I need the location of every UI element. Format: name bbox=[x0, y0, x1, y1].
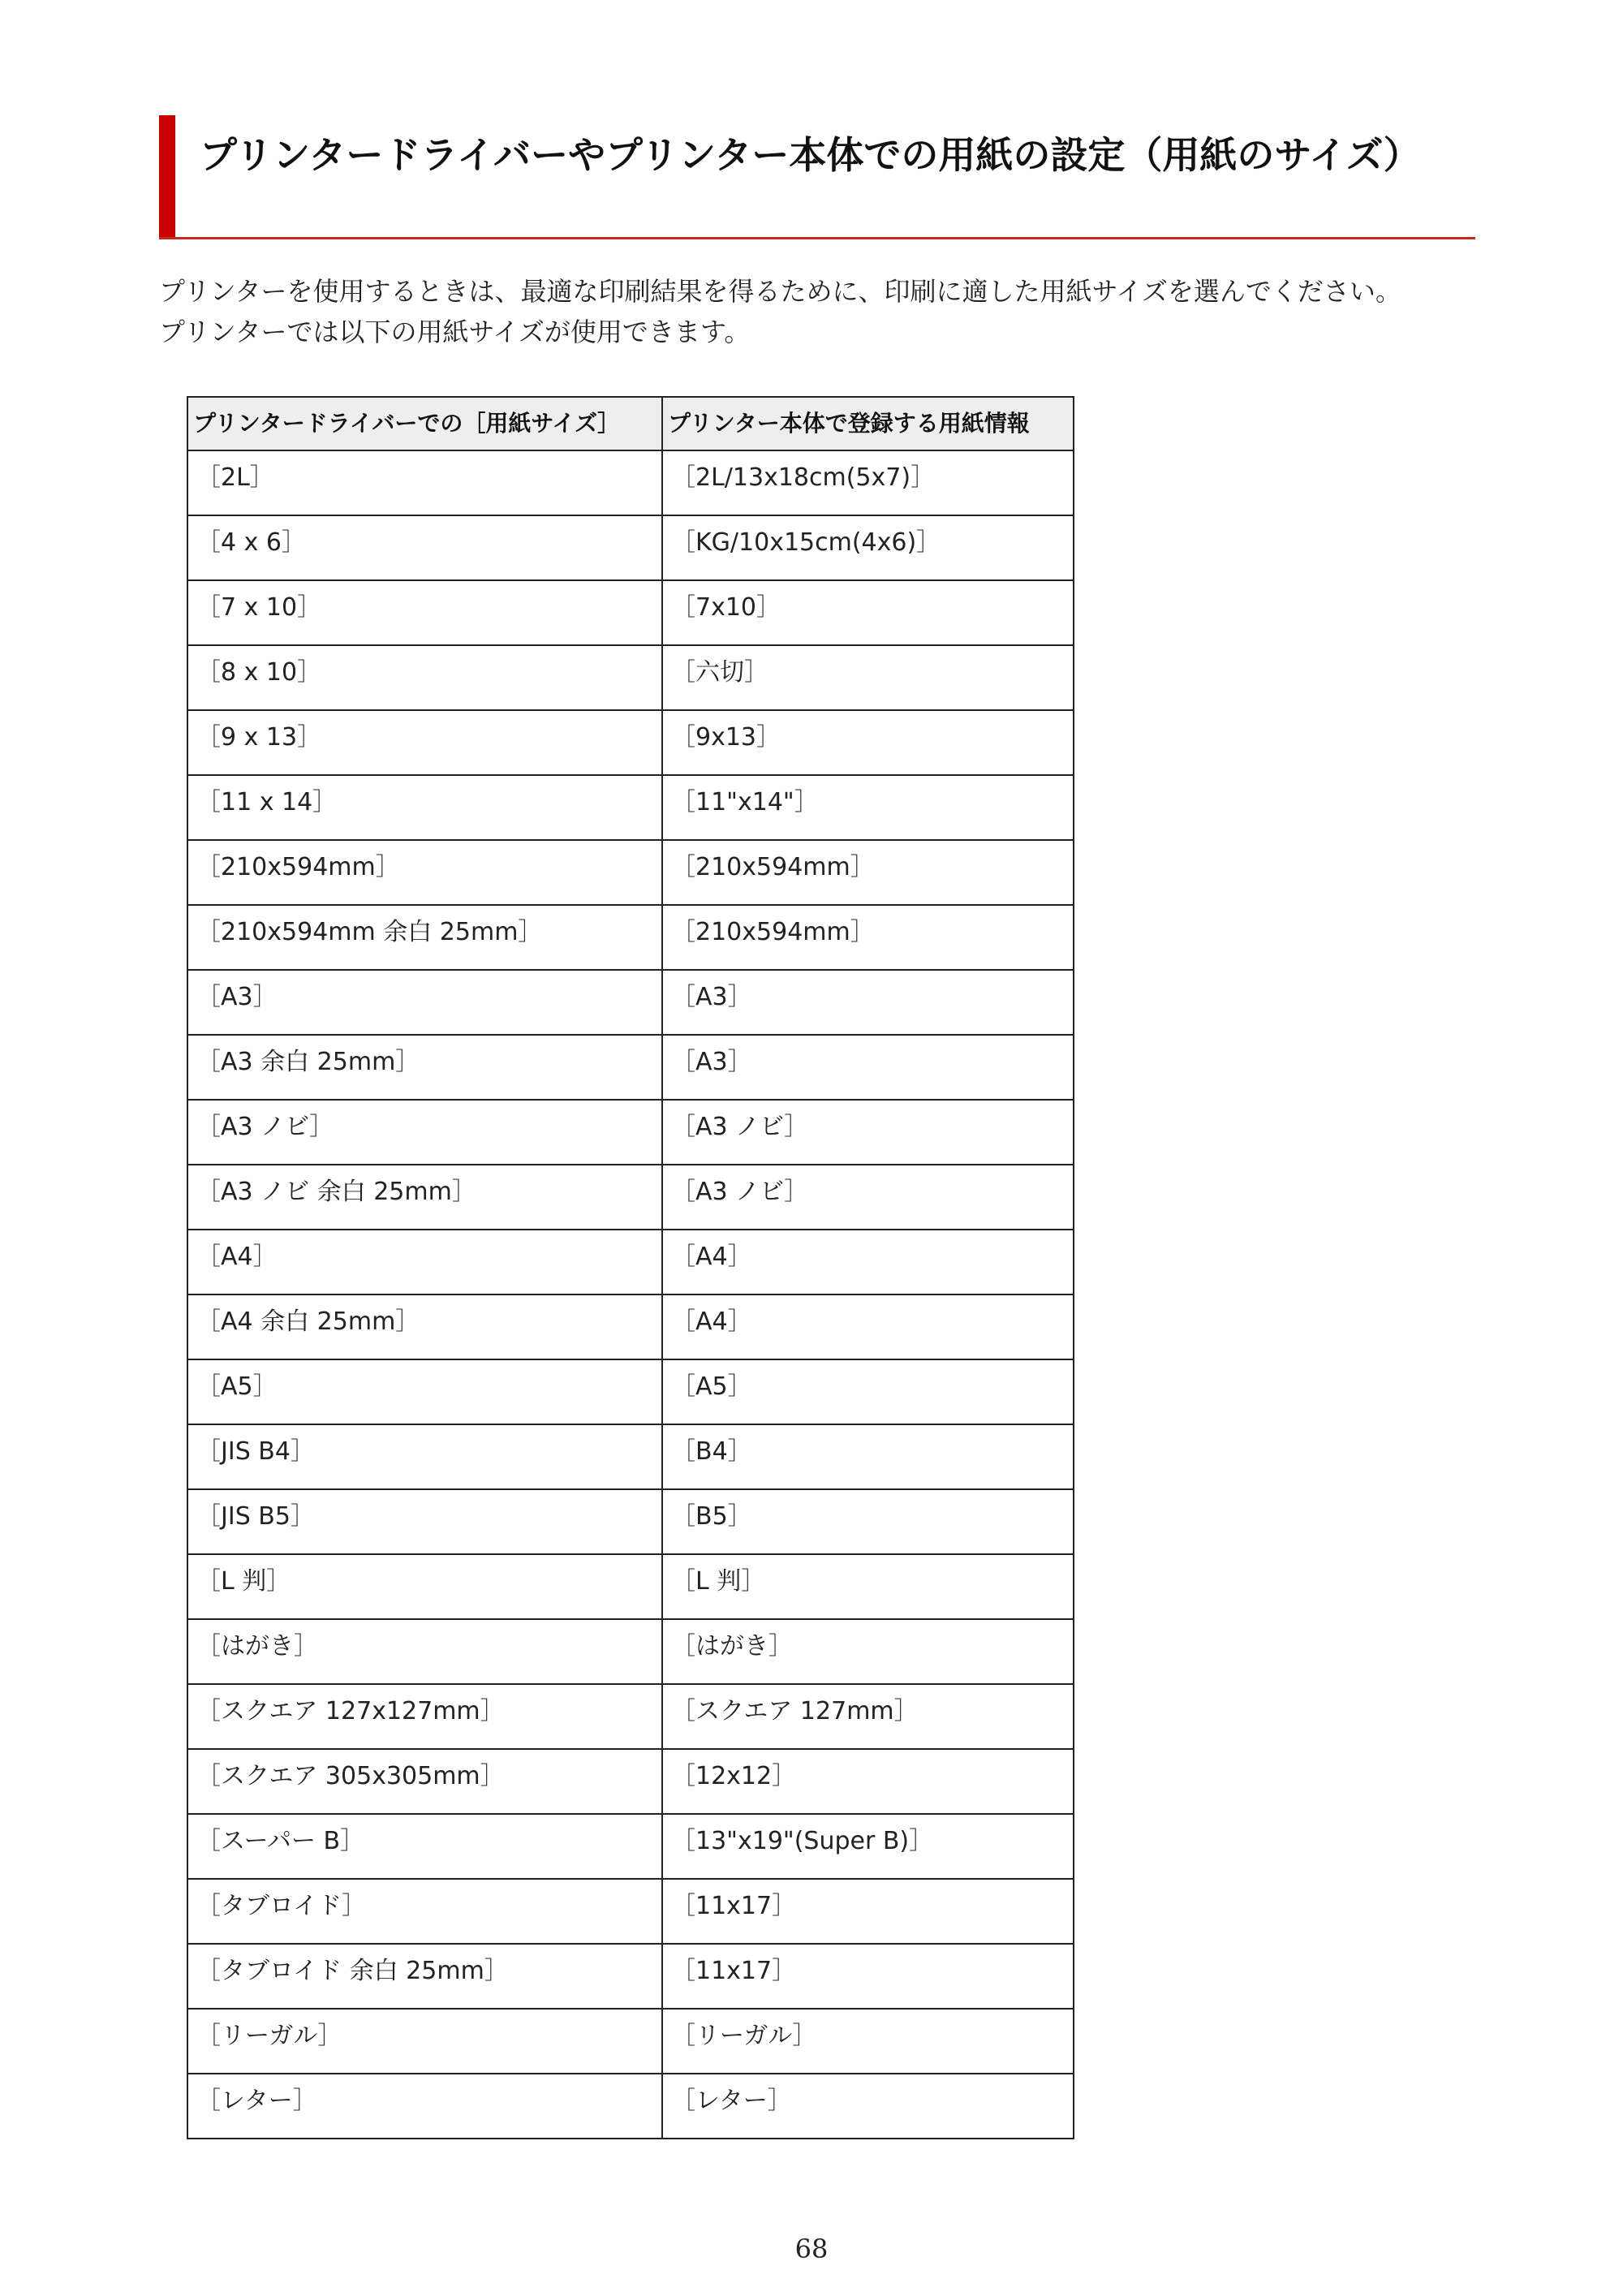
cell-printer-paper-info: ［A3］ bbox=[662, 970, 1074, 1035]
table-row bbox=[187, 2009, 1074, 2074]
cell-printer-paper-info: ［A3 ノビ］ bbox=[662, 1100, 1074, 1165]
cell-driver-paper-size: ［はがき］ bbox=[187, 1619, 662, 1684]
table-row bbox=[187, 1814, 1074, 1879]
intro-line-2: プリンターでは以下の用紙サイズが使用できます。 bbox=[159, 317, 751, 347]
cell-driver-paper-size: ［タブロイド 余白 25mm］ bbox=[187, 1944, 662, 2009]
table-row bbox=[187, 1424, 1074, 1489]
cell-printer-paper-info: ［A3］ bbox=[662, 1035, 1074, 1100]
cell-driver-paper-size: ［210x594mm］ bbox=[187, 840, 662, 905]
table-row bbox=[187, 775, 1074, 840]
cell-driver-paper-size: ［A3 ノビ］ bbox=[187, 1100, 662, 1165]
cell-printer-paper-info: ［スクエア 127mm］ bbox=[662, 1684, 1074, 1749]
cell-driver-paper-size: ［A3 余白 25mm］ bbox=[187, 1035, 662, 1100]
page-number: 68 bbox=[794, 2234, 829, 2264]
table-row bbox=[187, 1230, 1074, 1294]
intro-line-1: プリンターを使用するときは、最適な印刷結果を得るために、印刷に適した用紙サイズを選んでください。 bbox=[159, 276, 1401, 307]
cell-printer-paper-info: ［B5］ bbox=[662, 1489, 1074, 1554]
table-row bbox=[187, 1749, 1074, 1814]
cell-printer-paper-info: ［B4］ bbox=[662, 1424, 1074, 1489]
cell-driver-paper-size: ［4 x 6］ bbox=[187, 515, 662, 580]
table-row bbox=[187, 970, 1074, 1035]
cell-driver-paper-size: ［JIS B5］ bbox=[187, 1489, 662, 1554]
cell-driver-paper-size: ［スクエア 305x305mm］ bbox=[187, 1749, 662, 1814]
cell-printer-paper-info: ［A4］ bbox=[662, 1294, 1074, 1359]
cell-printer-paper-info: ［12x12］ bbox=[662, 1749, 1074, 1814]
cell-printer-paper-info: ［A4］ bbox=[662, 1230, 1074, 1294]
cell-printer-paper-info: ［はがき］ bbox=[662, 1619, 1074, 1684]
cell-driver-paper-size: ［レター］ bbox=[187, 2074, 662, 2139]
table-row bbox=[187, 1554, 1074, 1619]
cell-printer-paper-info: ［210x594mm］ bbox=[662, 905, 1074, 970]
cell-driver-paper-size: ［2L］ bbox=[187, 450, 662, 515]
cell-printer-paper-info: ［13"x19"(Super B)］ bbox=[662, 1814, 1074, 1879]
table-row bbox=[187, 515, 1074, 580]
cell-printer-paper-info: ［2L/13x18cm(5x7)］ bbox=[662, 450, 1074, 515]
cell-printer-paper-info: ［11x17］ bbox=[662, 1879, 1074, 1944]
page-title: プリンタードライバーやプリンター本体での用紙の設定（用紙のサイズ） bbox=[200, 133, 1421, 177]
cell-driver-paper-size: ［11 x 14］ bbox=[187, 775, 662, 840]
paper-size-table bbox=[187, 396, 1074, 2139]
table-row bbox=[187, 450, 1074, 515]
cell-printer-paper-info: ［7x10］ bbox=[662, 580, 1074, 645]
cell-printer-paper-info: ［六切］ bbox=[662, 645, 1074, 710]
cell-printer-paper-info: ［レター］ bbox=[662, 2074, 1074, 2139]
table-row bbox=[187, 1944, 1074, 2009]
table-row bbox=[187, 1684, 1074, 1749]
table-row bbox=[187, 1359, 1074, 1424]
table-row bbox=[187, 1100, 1074, 1165]
cell-driver-paper-size: ［A3 ノビ 余白 25mm］ bbox=[187, 1165, 662, 1230]
cell-printer-paper-info: ［A3 ノビ］ bbox=[662, 1165, 1074, 1230]
cell-driver-paper-size: ［7 x 10］ bbox=[187, 580, 662, 645]
table-header-row bbox=[187, 397, 1074, 450]
cell-driver-paper-size: ［9 x 13］ bbox=[187, 710, 662, 775]
cell-driver-paper-size: ［8 x 10］ bbox=[187, 645, 662, 710]
cell-driver-paper-size: ［A3］ bbox=[187, 970, 662, 1035]
cell-driver-paper-size: ［A4］ bbox=[187, 1230, 662, 1294]
table-row bbox=[187, 2074, 1074, 2139]
table-row bbox=[187, 580, 1074, 645]
cell-driver-paper-size: ［スクエア 127x127mm］ bbox=[187, 1684, 662, 1749]
cell-printer-paper-info: ［L 判］ bbox=[662, 1554, 1074, 1619]
table-row bbox=[187, 1879, 1074, 1944]
table-body bbox=[187, 450, 1074, 2139]
table-row bbox=[187, 1165, 1074, 1230]
cell-printer-paper-info: ［A5］ bbox=[662, 1359, 1074, 1424]
cell-driver-paper-size: ［A5］ bbox=[187, 1359, 662, 1424]
table-row bbox=[187, 645, 1074, 710]
cell-driver-paper-size: ［210x594mm 余白 25mm］ bbox=[187, 905, 662, 970]
heading-accent-bar bbox=[159, 115, 175, 237]
header-driver-paper-size: プリンタードライバーでの［用紙サイズ］ bbox=[187, 397, 662, 450]
cell-printer-paper-info: ［210x594mm］ bbox=[662, 840, 1074, 905]
cell-driver-paper-size: ［JIS B4］ bbox=[187, 1424, 662, 1489]
cell-printer-paper-info: ［11"x14"］ bbox=[662, 775, 1074, 840]
intro-text bbox=[159, 271, 1490, 352]
table-row bbox=[187, 710, 1074, 775]
table-row bbox=[187, 1035, 1074, 1100]
cell-printer-paper-info: ［9x13］ bbox=[662, 710, 1074, 775]
section-heading bbox=[159, 115, 1475, 239]
cell-driver-paper-size: ［L 判］ bbox=[187, 1554, 662, 1619]
cell-driver-paper-size: ［A4 余白 25mm］ bbox=[187, 1294, 662, 1359]
cell-driver-paper-size: ［リーガル］ bbox=[187, 2009, 662, 2074]
header-printer-paper-info: プリンター本体で登録する用紙情報 bbox=[662, 397, 1074, 450]
table-row bbox=[187, 1619, 1074, 1684]
cell-printer-paper-info: ［11x17］ bbox=[662, 1944, 1074, 2009]
cell-driver-paper-size: ［タブロイド］ bbox=[187, 1879, 662, 1944]
cell-driver-paper-size: ［スーパー B］ bbox=[187, 1814, 662, 1879]
table-row bbox=[187, 840, 1074, 905]
cell-printer-paper-info: ［リーガル］ bbox=[662, 2009, 1074, 2074]
table-row bbox=[187, 905, 1074, 970]
table-row bbox=[187, 1294, 1074, 1359]
cell-printer-paper-info: ［KG/10x15cm(4x6)］ bbox=[662, 515, 1074, 580]
table-row bbox=[187, 1489, 1074, 1554]
